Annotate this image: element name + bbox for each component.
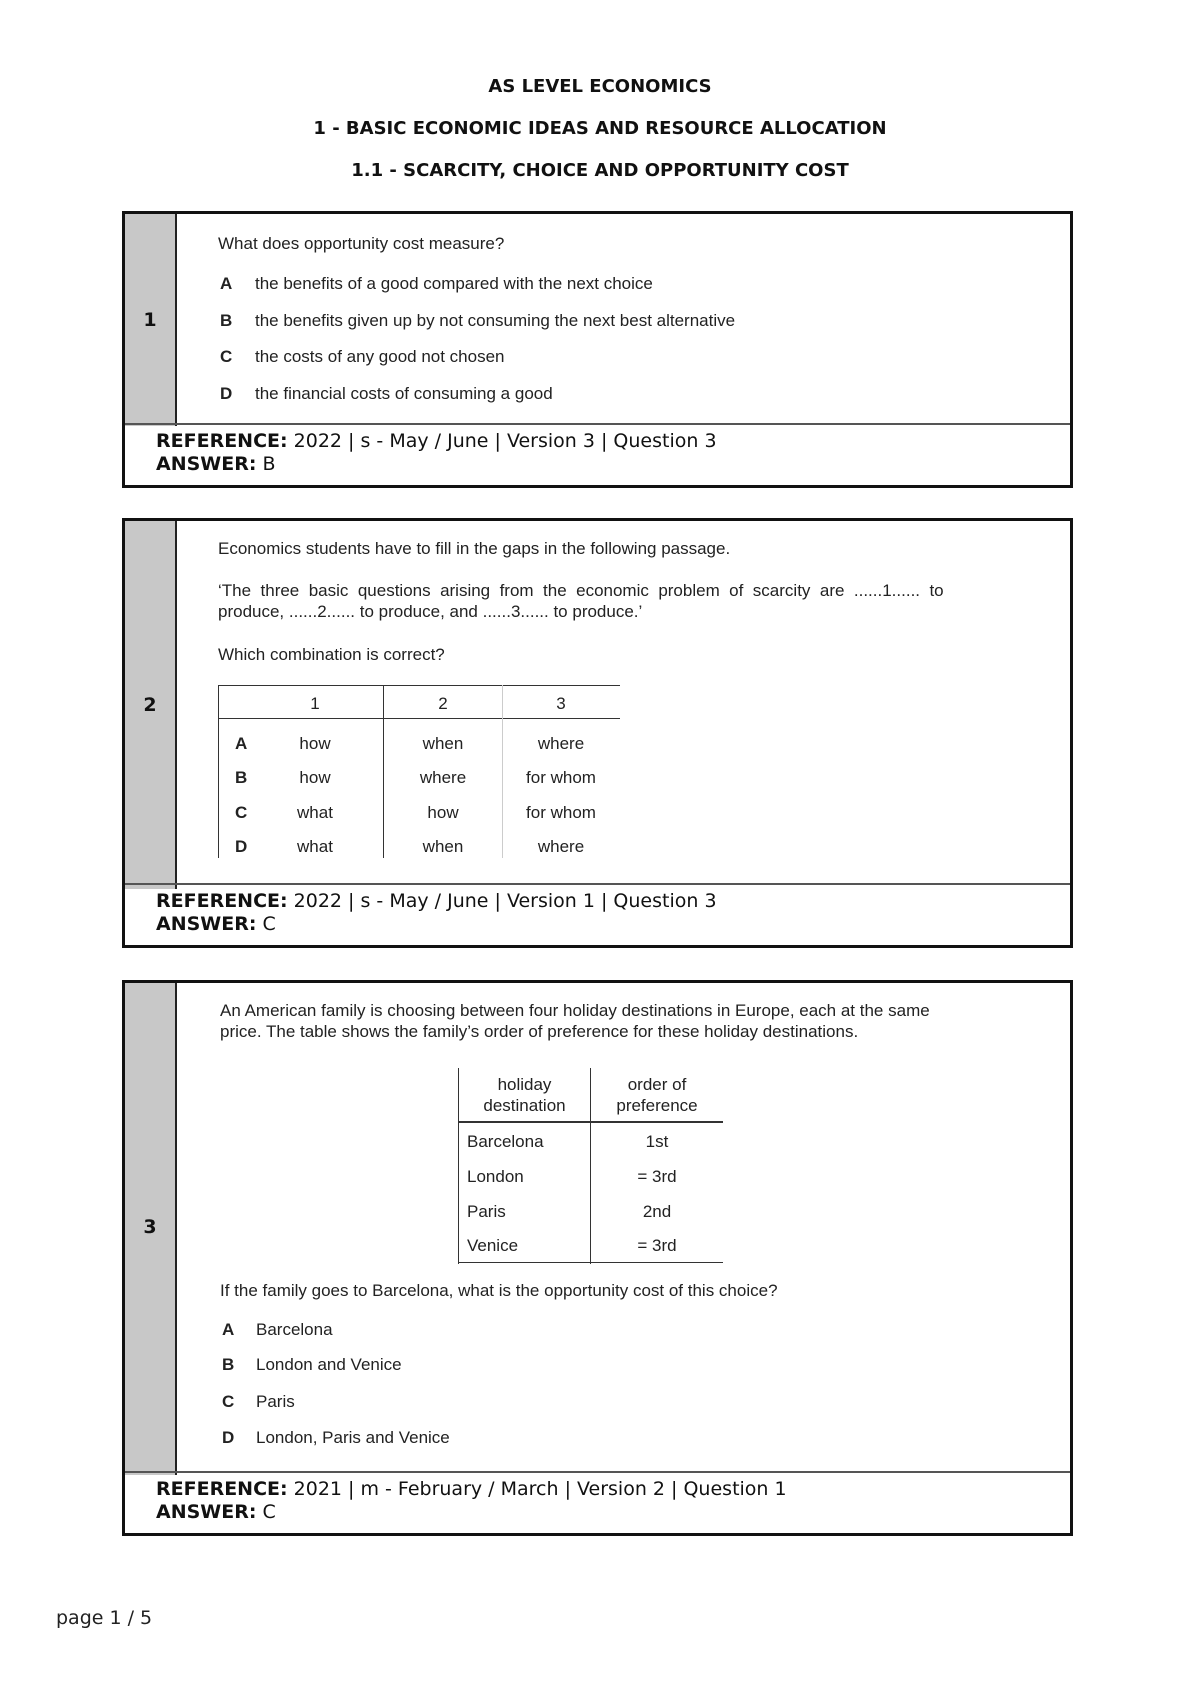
question-number: 3 [143,1216,157,1238]
question-stem: What does opportunity cost measure? [218,234,505,253]
reference-value: 2022 | s - May / June | Version 3 | Question 3 [293,430,717,452]
preference-cell: 1st [645,1132,669,1151]
header-line: holiday [497,1075,552,1094]
question-2-card [122,518,1073,948]
destination-cell: London [467,1167,524,1186]
question-number: 2 [143,694,157,716]
answer-value: B [262,453,276,475]
option-text: London, Paris and Venice [256,1428,450,1447]
table-cell: where [419,768,467,787]
reference-footer [125,1471,1070,1533]
question-number: 1 [143,309,157,331]
header-line: destination [483,1096,566,1115]
reference-footer [125,423,1070,485]
answer-value: C [262,1501,276,1523]
option-letter: C [222,1392,235,1411]
question-stem: Economics students have to fill in the gaps in the following passage. [218,539,731,558]
preference-cell: = 3rd [637,1236,677,1255]
question-stem: An American family is choosing between four holiday destinations in Europe, each at the same [220,1001,930,1020]
question-3-card [122,980,1073,1536]
option-letter: C [220,347,233,366]
table-cell: where [537,837,585,856]
question-1-card [122,211,1073,488]
question-stem: price. The table shows the family’s order of preference for these holiday destinations. [220,1022,859,1041]
row-letter: A [235,734,248,753]
reference-label: REFERENCE: [156,430,288,452]
option-text: the benefits of a good compared with the next choice [255,274,653,293]
column-header: 2 [438,694,448,713]
option-text: the benefits given up by not consuming the next best alternative [255,311,736,330]
answer-label: ANSWER: [156,1501,257,1523]
reference-label: REFERENCE: [156,890,288,912]
destination-cell: Barcelona [467,1132,544,1151]
destination-cell: Venice [467,1236,519,1255]
answer-label: ANSWER: [156,913,257,935]
preference-cell: 2nd [642,1202,672,1221]
option-text: Barcelona [256,1320,333,1339]
option-letter: D [222,1428,235,1447]
table-cell: what [297,803,333,822]
passage-line: produce, ......2...... to produce, and ......3...... to produce.’ [218,602,643,621]
table-cell: where [537,734,585,753]
table-cell: how [299,734,331,753]
question-number-column [125,983,177,1475]
column-header [459,1074,590,1116]
question-prompt: If the family goes to Barcelona, what is the opportunity cost of this choice? [220,1281,778,1300]
answer-label: ANSWER: [156,453,257,475]
row-letter: D [235,837,248,856]
option-letter: A [222,1320,235,1339]
column-header [591,1074,723,1116]
option-text: the financial costs of consuming a good [255,384,553,403]
unit-title: 1 - BASIC ECONOMIC IDEAS AND RESOURCE ALLOCATION [313,118,887,139]
question-prompt: Which combination is correct? [218,645,445,664]
reference-label: REFERENCE: [156,1478,288,1500]
destination-cell: Paris [467,1202,506,1221]
table-cell: when [422,734,464,753]
header-line: order of [627,1075,687,1094]
option-text: London and Venice [256,1355,402,1374]
option-text: Paris [256,1392,295,1411]
document-title: AS LEVEL ECONOMICS [488,76,712,97]
row-letter: B [235,768,248,787]
table-cell: for whom [526,768,596,787]
table-cell: how [299,768,331,787]
reference-value: 2022 | s - May / June | Version 1 | Question 3 [293,890,717,912]
column-header: 1 [310,694,320,713]
reference-value: 2021 | m - February / March | Version 2 | Question 1 [293,1478,787,1500]
preference-cell: = 3rd [637,1167,677,1186]
option-letter: D [220,384,233,403]
option-text: the costs of any good not chosen [255,347,505,366]
table-cell: how [427,803,459,822]
passage-line: ‘The three basic questions arising from the economic problem of scarcity are ......1...... to [218,581,944,600]
option-letter: B [220,311,233,330]
column-header: 3 [556,694,566,713]
question-number-column [125,521,177,889]
page-number: page 1 / 5 [56,1607,153,1629]
table-cell: what [297,837,333,856]
answer-value: C [262,913,276,935]
table-cell: when [422,837,464,856]
topic-title: 1.1 - SCARCITY, CHOICE AND OPPORTUNITY COST [351,160,849,181]
option-letter: A [220,274,233,293]
row-letter: C [235,803,248,822]
reference-footer [125,883,1070,945]
question-number-column [125,214,177,426]
option-letter: B [222,1355,235,1374]
header-line: preference [616,1096,698,1115]
table-cell: for whom [526,803,596,822]
